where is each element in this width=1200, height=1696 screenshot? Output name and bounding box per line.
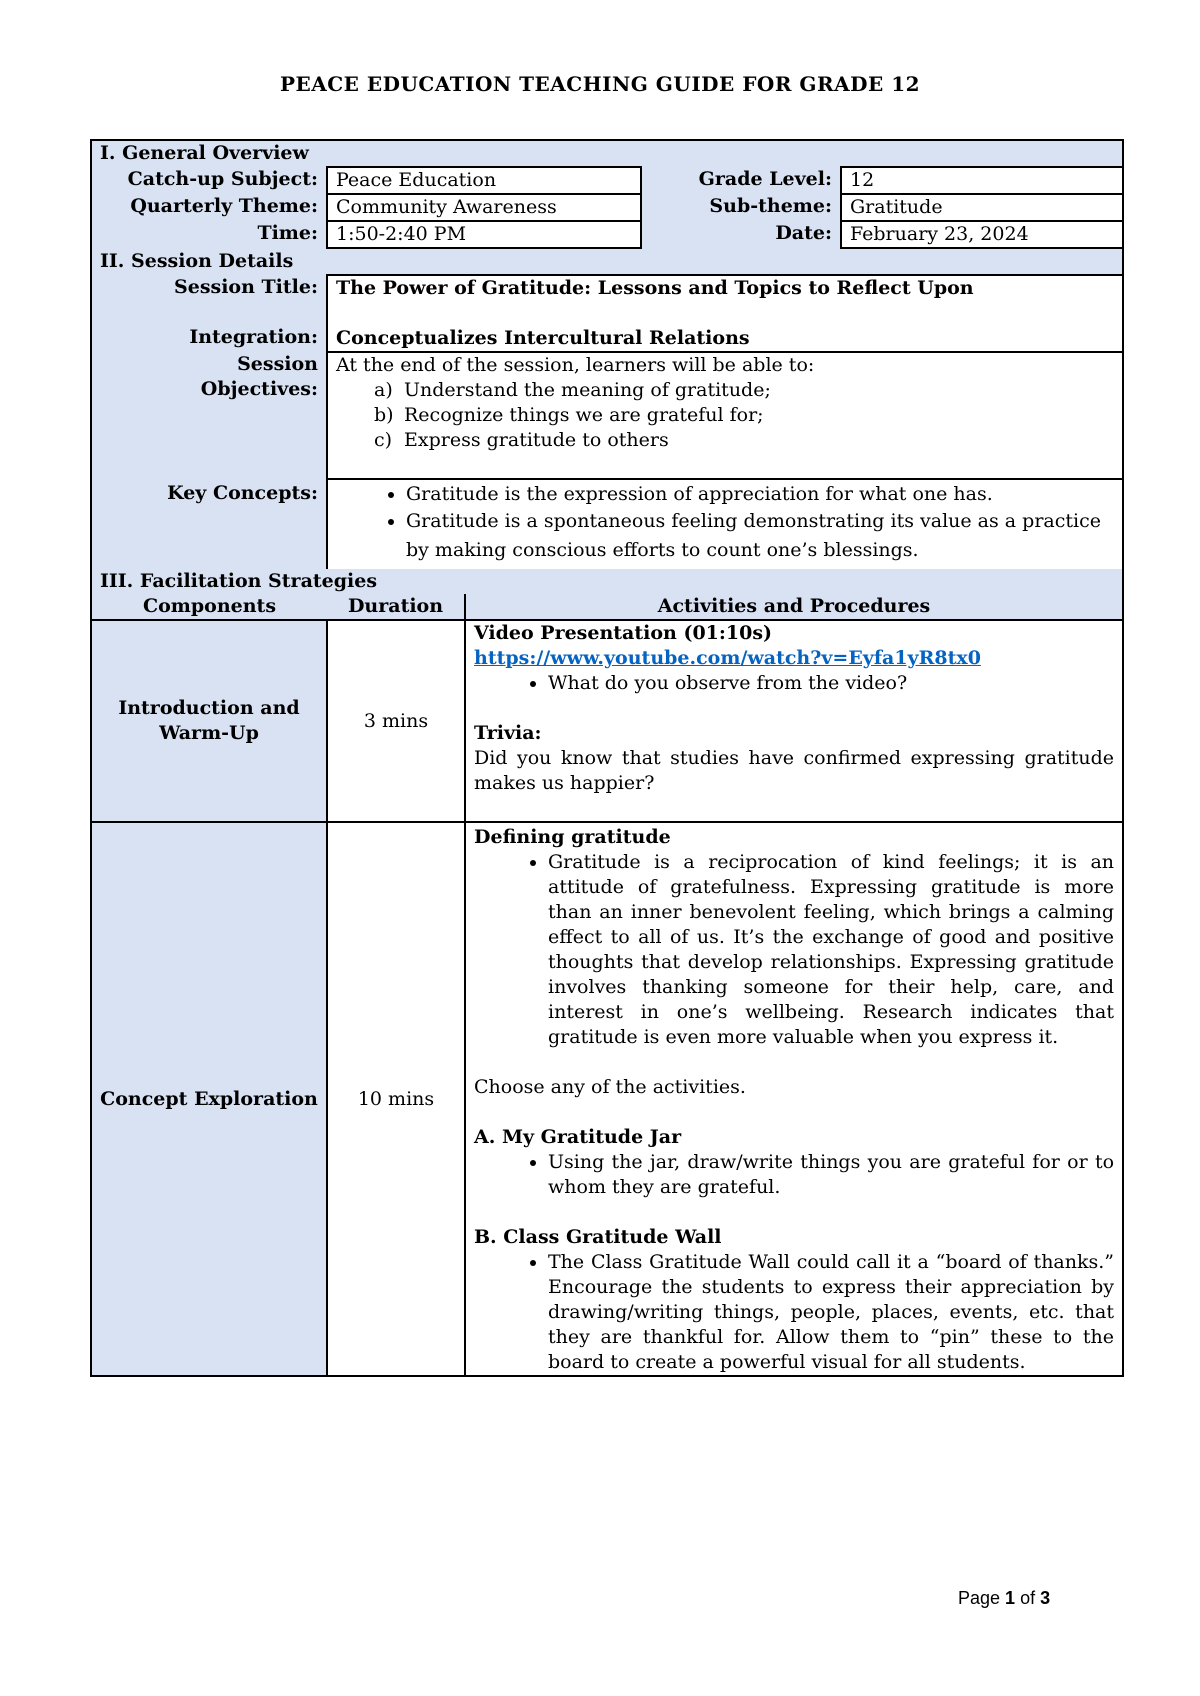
activity-b-list [474, 1250, 1114, 1375]
integration-label: Integration: [189, 326, 318, 348]
objective-text: Recognize things we are grateful for; [404, 404, 764, 426]
integration-value: Conceptualizes Intercultural Relations [336, 327, 750, 349]
activity-a-heading: A. My Gratitude Jar [474, 1126, 682, 1148]
video-link[interactable]: https://www.youtube.com/watch?v=Eyfa1yR8tx0 [474, 647, 981, 669]
session-title-value: The Power of Gratitude: Lessons and Topics to Reflect Upon [336, 277, 974, 299]
page-footer [958, 1588, 1050, 1609]
objective-item [374, 378, 1114, 403]
sub-theme-text: Gratitude [850, 196, 943, 218]
concept-activities [465, 822, 1123, 1376]
general-overview-heading: I. General Overview [91, 140, 1123, 167]
activity-b-heading: B. Class Gratitude Wall [474, 1226, 722, 1248]
objective-item [374, 403, 1114, 428]
subject-value: Peace Education [327, 167, 641, 194]
intro-activities [465, 620, 1123, 822]
activity-b-text: • The Class Gratitude Wall could call it a “board of thanks.” Encourage the students to express their appreciation by drawing/writing things, people, places, events, etc. that they are thankful for. Allow them to “pin” these to the board to create a powerful visual for all students. [548, 1250, 1114, 1375]
objectives-label-line2: Objectives: [200, 378, 318, 400]
footer-prefix: Page [958, 1588, 1006, 1608]
session-title-label [91, 275, 327, 352]
objectives-cell [327, 352, 1123, 479]
defining-text: • Gratitude is a reciprocation of kind feelings; it is an attitude of gratefulness. Expressing gratitude is more than an inner benevolent feeling, which brings a calming effect to all of us. It’s the exchange of good and positive thoughts that develop relationships. Expressing gratitude involves thanking someone for their help, care, and interest in one’s wellbeing. Research indicates that gratitude is even more valuable when you express it. [548, 850, 1114, 1050]
key-concept-item: • Gratitude is the expression of appreciation for what one has. [406, 482, 1114, 507]
teaching-guide-table [90, 139, 1124, 1377]
intro-component: Introduction and Warm-Up [91, 620, 327, 822]
quarterly-theme-value [327, 194, 641, 221]
grade-level-value: 12 [841, 167, 1123, 194]
col-activities: Activities and Procedures [465, 594, 1123, 620]
session-title-cell [327, 275, 1123, 352]
trivia-heading: Trivia: [474, 722, 542, 744]
footer-total-pages: 3 [1040, 1588, 1051, 1608]
defining-heading: Defining gratitude [474, 826, 671, 848]
concept-component: Concept Exploration [91, 822, 327, 1376]
quarterly-theme-text: Community Awareness [336, 196, 557, 218]
time-label: Time: [91, 221, 327, 248]
defining-list [474, 850, 1114, 1050]
objective-item [374, 428, 1114, 453]
key-concepts-list [336, 482, 1114, 565]
objective-marker: c) [374, 429, 393, 451]
grade-level-label: Grade Level: [641, 167, 841, 194]
facilitation-heading: III. Facilitation Strategies [91, 569, 1123, 594]
sub-theme-label: Sub-theme: [641, 194, 841, 221]
intro-duration: 3 mins [327, 620, 465, 822]
concept-duration: 10 mins [327, 822, 465, 1376]
objectives-intro: At the end of the session, learners will be able to: [336, 354, 815, 376]
document-title: PEACE EDUCATION TEACHING GUIDE FOR GRADE 12 [279, 72, 921, 96]
activity-a-text: • Using the jar, draw/write things you are grateful for or to whom they are grateful. [548, 1150, 1114, 1200]
objective-marker: a) [374, 379, 393, 401]
video-question: • What do you observe from the video? [548, 671, 1114, 696]
objectives-list [336, 378, 1114, 453]
video-heading: Video Presentation (01:10s) [474, 622, 773, 644]
subject-label: Catch-up Subject: [91, 167, 327, 194]
key-concept-item: • Gratitude is a spontaneous feeling demonstrating its value as a practice by making conscious efforts to count one’s blessings. [406, 507, 1114, 565]
date-label: Date: [641, 221, 841, 248]
trivia-text: Did you know that studies have confirmed expressing gratitude makes us happier? [474, 747, 1115, 794]
quarterly-theme-label: Quarterly Theme: [91, 194, 327, 221]
key-concepts-label: Key Concepts: [91, 479, 327, 569]
objective-marker: b) [374, 404, 394, 426]
footer-current-page: 1 [1005, 1588, 1016, 1608]
activity-a-list [474, 1150, 1114, 1200]
objective-text: Understand the meaning of gratitude; [404, 379, 771, 401]
video-question-list [474, 671, 1114, 696]
sub-theme-value [841, 194, 1123, 221]
session-title-label-text: Session Title: [174, 276, 318, 298]
objectives-label [91, 352, 327, 479]
footer-of: of [1015, 1588, 1041, 1608]
key-concepts-cell [327, 479, 1123, 569]
choose-text: Choose any of the activities. [474, 1076, 746, 1098]
date-value: February 23, 2024 [841, 221, 1123, 248]
objectives-label-line1: Session [237, 353, 318, 375]
session-details-heading: II. Session Details [91, 248, 1123, 275]
time-value: 1:50-2:40 PM [327, 221, 641, 248]
objective-text: Express gratitude to others [404, 429, 669, 451]
col-components: Components [91, 594, 327, 620]
col-duration: Duration [327, 594, 465, 620]
